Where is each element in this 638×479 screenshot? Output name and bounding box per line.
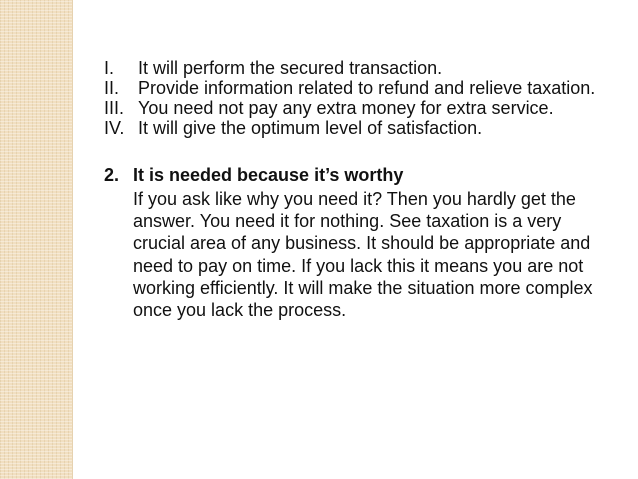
slide-content [104, 58, 624, 321]
section-2-title: It is needed because it’s worthy [133, 165, 404, 185]
list-item [104, 78, 624, 98]
roman-numeral-list [104, 58, 624, 138]
list-item-number: I. [104, 58, 115, 78]
list-item-number: III. [104, 98, 125, 118]
section-2-heading [104, 164, 624, 186]
list-item-text: It will perform the secured transaction. [138, 58, 443, 78]
list-item [104, 58, 624, 78]
section-2-body: If you ask like why you need it? Then you hardly get the answer. You need it for nothing. See taxation is a very crucial area of any business. It should be appropriate and need to pay on time. If you lack this it means you are not working efficiently. It will make the situation more complex once you lack the process. [133, 189, 593, 321]
list-item-text: Provide information related to refund and relieve taxation. [138, 78, 596, 98]
section-2-number: 2. [104, 165, 120, 185]
list-item-text: You need not pay any extra money for extra service. [138, 98, 554, 118]
list-item [104, 118, 624, 138]
decorative-left-strip [0, 0, 73, 479]
list-item [104, 98, 624, 118]
list-item-number: II. [104, 78, 120, 98]
list-item-number: IV. [104, 118, 125, 138]
list-item-text: It will give the optimum level of satisfaction. [138, 118, 483, 138]
section-2 [104, 164, 624, 321]
